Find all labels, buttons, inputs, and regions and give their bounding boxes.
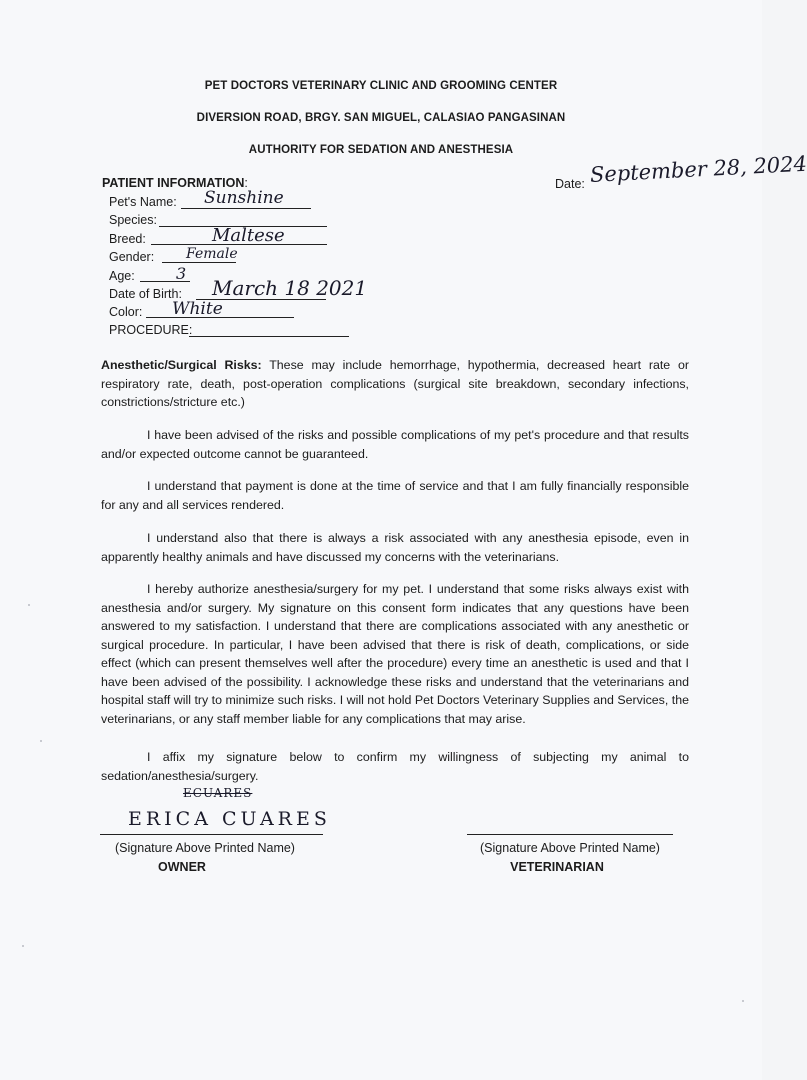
gender-label: Gender: [109, 250, 155, 264]
date-value: September 28, 2024 [589, 151, 807, 187]
pets-name-label: Pet's Name: [109, 195, 177, 209]
scan-speck [742, 1000, 744, 1002]
gender-value: Female [186, 246, 238, 262]
risks-text: These may include hemorrhage, hypothermia, decreased heart rate or respiratory rate, death, post-operation complications (surgical site breakdown, secondary infections, constrictions/stricture etc.) [101, 358, 689, 409]
species-label: Species: [109, 213, 157, 227]
paragraph-advised-risks: I have been advised of the risks and possible complications of my pet's procedure and that results and/or expected outcome cannot be guaranteed. [101, 428, 689, 461]
pets-name-line [181, 208, 311, 209]
scan-speck [22, 945, 24, 947]
risks-paragraph [101, 356, 689, 412]
clinic-name: PET DOCTORS VETERINARY CLINIC AND GROOMING CENTER [204, 80, 558, 92]
color-value: White [172, 299, 223, 319]
paragraph-payment: I understand that payment is done at the time of service and that I am fully financially responsible for any and all services rendered. [101, 479, 689, 512]
owner-signature-line [100, 834, 323, 835]
clinic-address: DIVERSION ROAD, BRGY. SAN MIGUEL, CALASIAO PANGASINAN [196, 112, 566, 124]
form-title: AUTHORITY FOR SEDATION AND ANESTHESIA [248, 144, 514, 156]
owner-role: OWNER [158, 860, 206, 874]
vet-role: VETERINARIAN [510, 860, 604, 874]
pets-name-value: Sunshine [204, 188, 284, 208]
dob-value: March 18 2021 [212, 276, 368, 300]
breed-value: Maltese [212, 225, 285, 246]
patient-info-title: PATIENT INFORMATION: [102, 176, 248, 190]
scan-speck [28, 604, 30, 606]
paragraph-affix-signature: I affix my signature below to confirm my willingness of subjecting my animal to sedation/anesthesia/surgery. [101, 750, 689, 783]
vet-caption: (Signature Above Printed Name) [480, 841, 660, 855]
age-label: Age: [109, 269, 135, 283]
date-label: Date: [555, 177, 585, 191]
owner-struck-name: ECUARES [183, 786, 253, 800]
paragraph-authorization: I hereby authorize anesthesia/surgery for my pet. I understand that some risks always exist with anesthesia and/or surgery. My signature on this consent form indicates that any questions have been answered to my satisfaction. I understand that there are complications associated with any anesthetic or surgical procedure. In particular, I have been advised that there is risk of death, complications, or side effect (which can present themselves well after the procedure) every time an anesthetic is used and that I have been advised of the possibility. I acknowledge these risks and understand that the veterinarians and hospital staff will try to minimize such risks. I will not hold Pet Doctors Veterinary Supplies and Services, the veterinarians, or any staff member liable for any complications that may arise. [101, 582, 689, 726]
age-value: 3 [176, 264, 187, 283]
color-label: Color: [109, 305, 143, 319]
scan-speck [40, 740, 42, 742]
gender-line [162, 262, 236, 263]
breed-label: Breed: [109, 232, 146, 246]
vet-signature-line [467, 834, 673, 835]
dob-label: Date of Birth: [109, 287, 182, 301]
risks-label: Anesthetic/Surgical Risks: [101, 358, 262, 372]
procedure-label: PROCEDURE: [109, 323, 193, 337]
owner-caption: (Signature Above Printed Name) [115, 841, 295, 855]
paragraph-anesthesia-risk: I understand also that there is always a risk associated with any anesthesia episode, even in apparently healthy animals and have discussed my concerns with the veterinarians. [101, 531, 689, 564]
procedure-line [189, 336, 349, 337]
owner-printed-name: ERICA CUARES [128, 808, 331, 830]
